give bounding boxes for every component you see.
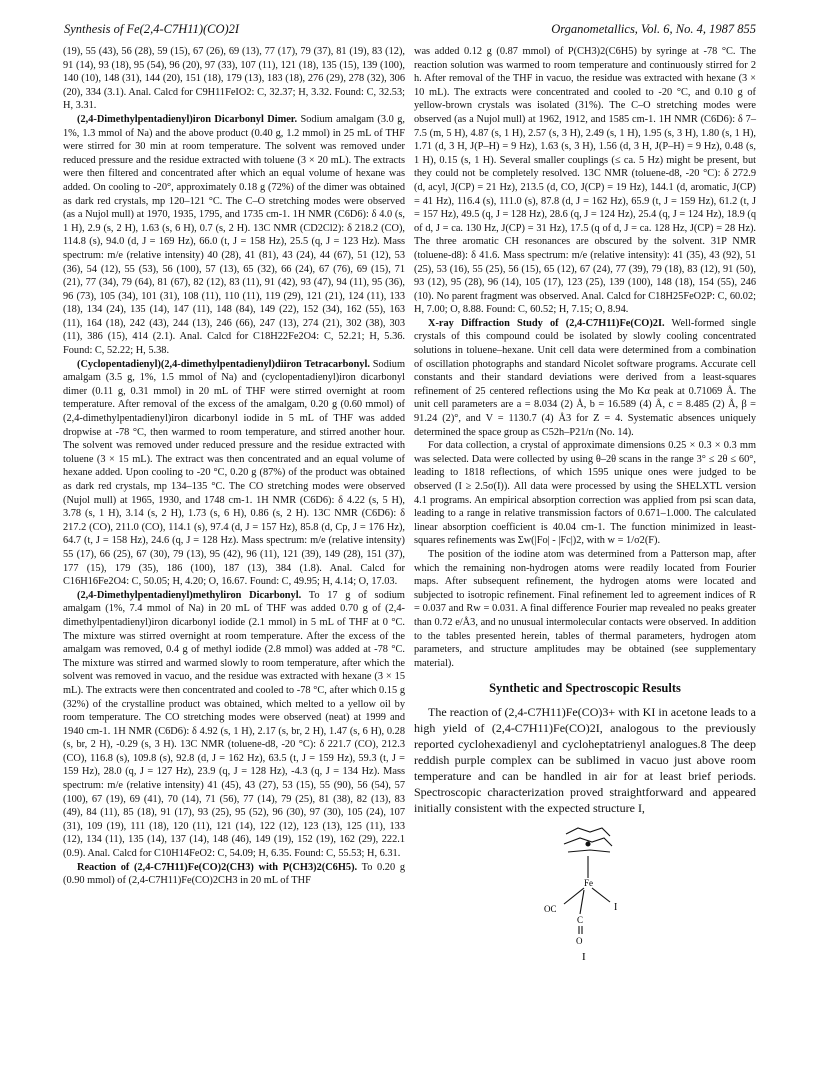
paragraph-body: Well-formed single crystals of this compound could be isolated by slowly cooling concentrated solutions in toluene–hexane. Unit cell data were determined from a combination of oscillation photographs and standard Nicolet software programs. Accurate cell constants and their standard deviations were derived from a least-squares refinement of 25 centered reflections using the Mo Kα peak at 0.71069 Å. The unit cell parameters are a = 8.034 (2) Å, b = 16.589 (4) Å, c = 8.485 (2) Å, β = 91.24 (2)°, and V = 1130.7 (4) Å3 for Z = 4. Systematic absences uniquely determined the space group as C52h–P21/n (No. 14).	[414, 317, 756, 438]
carbonyl-oxygen-label: O	[576, 935, 583, 946]
structure-drawing	[506, 822, 666, 962]
paragraph: The position of the iodine atom was determined from a Patterson map, after which the remaining non-hydrogen atoms were readily located from Fourier maps. After subsequent refinement, the hydrogen atoms were located and subjected to isotropic refinement. Final refinement led to agreement indices of R = 0.037 and Rw = 0.031. A final difference Fourier map revealed no peaks greater than 0.72 e/Å3, and no unusual intermolecular contacts were observed. In addition to the tables presented herein, tables of thermal parameters, hydrogen atom parameters, and structure amplitudes may be obtained (see supplementary material).	[414, 548, 756, 669]
paragraph-body: To 0.20 g (0.90 mmol) of (2,4-C7H11)Fe(CO)2CH3 in 20 mL of THF	[63, 861, 405, 887]
running-title: Synthesis of Fe(2,4-C7H11)(CO)2I	[64, 22, 240, 36]
paragraph: For data collection, a crystal of approximate dimensions 0.25 × 0.3 × 0.3 mm was selected. Data were collected by using θ–2θ scans in the range 3° ≤ 2θ ≤ 60°, leading to 1818 reflections, of which 1595 unique ones were judged to be observed (I ≥ 2.5σ(I)). All data were processed by using the SHELXTL version 4.1 programs. An empirical absorption correction was applied from psi scan data, leading to a range in relative transmission factors of 0.671–1.000. The calculated linear absorption coefficient is 40.04 cm-1. The function minimized in least-squares refinements was Σw(|Fo| - |Fc|)2, with w = 1/σ2(F).	[414, 440, 756, 547]
chemical-structure-figure	[414, 822, 756, 962]
right-column	[414, 45, 756, 962]
paragraph: was added 0.12 g (0.87 mmol) of P(CH3)2(C6H5) by syringe at -78 °C. The reaction solution was warmed to room temperature and continuously stirred for 2 h. After removal of the THF in vacuo, the residue was extracted with hexane (3 × 10 mL). The extracts were concentrated and cooled to -20 °C, and 0.10 g of yellow-brown crystals was isolated (31%). The C–O stretching modes were observed (as a Nujol mull) at 1962, 1912, and 1585 cm-1. 1H NMR (C6D6): δ 7–7.5 (m, 5 H), 4.87 (s, 1 H), 2.57 (s, 3 H), 2.49 (s, 1 H), 1.95 (s, 3 H), 1.80 (s, 1 H), 1.71 (d, 3 H, J(P–H) = 9 Hz), 1.63 (s, 3 H), 1.56 (d, 3 H, J(P–H) = 9 Hz), 0.48 (s, 1 H), 0.15 (s, 1 H). Several smaller couplings (≤ ca. 5 Hz) might be present, but they could not be completely resolved. 13C NMR (toluene-d8, -20 °C): δ 272.9 (d, acyl, J(CP) = 21 Hz), 213.5 (d, CO, J(CP) = 19 Hz), 144.1 (d, aromatic, J(CP) = 41 Hz), 116.4 (s), 111.0 (s), 87.8 (d, J = 162 Hz), 65.9 (t, J = 159 Hz), 61.2 (t, J = 157 Hz), 49.5 (q, J = 128 Hz), 28.6 (q, J = 124 Hz), 25.4 (q, J = 124 Hz), 18.9 (q of d, J = ca. 130 Hz, J(CP) = 31 Hz), 17.5 (q of d, J = ca. 128 Hz, J(CP) = 28 Hz). The three aromatic CH resonances are obscured by the solvent. 31P NMR (toluene-d8): δ 41.6. Mass spectrum: m/e (relative intensity): 41 (35), 43 (92), 51 (25), 53 (16), 55 (25), 56 (15), 65 (12), 67 (24), 77 (39), 79 (18), 83 (12), 91 (50), 93 (12), 95 (28), 96 (14), 105 (17), 123 (25), 139 (100), 148 (18), 154 (55), 246 (10). No parent fragment was observed. Anal. Calcd for C18H25FeO2P: C, 60.02; H, 7.00; O, 8.88. Found: C, 60.52; H, 7.15; O, 8.94.	[414, 46, 756, 316]
fe-co-bond	[564, 888, 584, 904]
carbonyl-carbon-label: C	[577, 914, 584, 925]
carbonyl-label: OC	[544, 903, 557, 914]
paragraph-heading: (2,4-Dimethylpentadienyl)methyliron Dicarbonyl.	[77, 589, 302, 601]
iodide-label: I	[614, 901, 618, 913]
paragraph	[414, 317, 756, 439]
dienyl-ligand-line	[568, 850, 610, 852]
fe-co-bond-2	[580, 890, 584, 914]
methyl-dot-marker	[586, 842, 590, 846]
left-column	[63, 45, 405, 888]
structure-number-label: I	[582, 950, 586, 962]
paragraph	[63, 113, 405, 358]
running-header	[0, 0, 820, 40]
journal-citation: Organometallics, Vol. 6, No. 4, 1987 855	[551, 22, 756, 36]
paragraph-heading: (Cyclopentadienyl)(2,4-dimethylpentadienyl)diiron Tetracarbonyl.	[77, 358, 370, 370]
paragraph	[63, 589, 405, 861]
paragraph: (19), 55 (43), 56 (28), 59 (15), 67 (26), 69 (13), 77 (17), 79 (37), 81 (19), 83 (12), 91 (14), 93 (18), 95 (54), 96 (20), 97 (33), 107 (11), 121 (18), 135 (15), 139 (100), 140 (10), 148 (31), 144 (20), 151 (18), 179 (13), 183 (18), 276 (29), 278 (32), 306 (20), 334 (3.1). Anal. Calcd for C9H11FeIO2: C, 32.37; H, 3.32. Found: C, 32.53; H, 3.31.	[63, 46, 405, 112]
paragraph-heading: (2,4-Dimethylpentadienyl)iron Dicarbonyl Dimer.	[77, 113, 298, 125]
paragraph-body: Sodium amalgam (3.5 g, 1%, 1.5 mmol of Na) and (cyclopentadienyl)iron dicarbonyl dimer (0.11 g, 0.31 mmol) in 20 mL of THF were stirred overnight at room temperature. After removal of the excess of the amalgam, 0.20 g (0.60 mmol) of (2,4-dimethylpentadienyl)iron dicarbonyl iodide in 5 mL of THF was added dropwise at -78 °C, then warmed to room temperature, and stirred another hour. The solvent was removed under reduced pressure and the residue extracted with toluene (3 × 15 mL). The extract was then concentrated and an equal volume of hexane added. Upon cooling to -20 °C, 0.20 g (87%) of the product was obtained as dark red crystals, mp 134–135 °C. The CO stretching modes were observed (Nujol mull) at 1965, 1930, and 1748 cm-1. 1H NMR (C6D6): δ 4.22 (s, 5 H), 3.78 (s, 1 H), 3.14 (s, 2 H), 1.73 (s, 6 H), 0.86 (s, 2 H). 13C NMR (C6D6): δ 217.2 (CO), 211.0 (CO), 114.1 (s), 97.4 (d, J = 157 Hz), 85.8 (d, Cp, J = 176 Hz), 64.7 (t, J = 158 Hz), 24.6 (q, J = 128 Hz). Mass spectrum: m/e (relative intensity) 55 (17), 66 (25), 67 (30), 79 (13), 95 (42), 96 (11), 121 (39), 149 (28), 151 (37), 177 (15), 179 (35), 186 (100), 187 (13), 384 (1.8). Anal. Calcd for C16H16Fe2O4: C, 50.05; H, 4.20; O, 16.67. Found: C, 49.95; H, 4.14; O, 17.03.	[63, 358, 405, 588]
paragraph: The reaction of (2,4-C7H11)Fe(CO)3+ with KI in acetone leads to a high yield of (2,4-C7H11)Fe(CO)2I, analogous to the previously reported cyclohexadienyl and cycloheptatrienyl analogues.8 The deep reddish purple complex can be sublimed in vacuo just above room temperature and can be handled in air for at least brief periods. Spectroscopic characterization proved straightforward and appeared initially consistent with the expected structure I,	[414, 704, 756, 815]
paragraph-body: To 17 g of sodium amalgam (1%, 7.4 mmol of Na) in 20 mL of THF was added 0.70 g of (2,4-dimethylpentadienyl)iron dicarbonyl iodide (2.1 mmol) in 5 mL of THF at 0 °C. The mixture was stirred overnight at room temperature. After the excess of the amalgam was removed, 0.4 g of methyl iodide (2.8 mmol) was added at -78 °C. The mixture was stirred and warmed slowly to room temperature, after which the solvent was removed in vacuo, and the residue was extracted with hexane (3 × 15 mL). The extracts were then concentrated and cooled to -78 °C, after which 0.15 g (32%) of the crystalline product was obtained, which melted to a yellow oil by room temperature. The CO stretching modes were observed (neat) at 1999 and 1940 cm-1. 1H NMR (C6D6): δ 4.92 (s, 1 H), 2.17 (s, br, 2 H), 1.47 (s, 6 H), 0.28 (s, br, 2 H), -0.29 (s, 3 H). 13C NMR (toluene-d8, -20 °C): δ 221.7 (CO), 212.3 (CO), 116.8 (s), 109.8 (s), 92.8 (d, J = 162 Hz), 63.5 (t, J = 159 Hz), 59.3 (t, J = 159 Hz), 28.0 (q, J = 127 Hz), 23.9 (q, J = 128 Hz), -4.3 (q, J = 134 Hz). Mass spectrum: m/e (relative intensity) 41 (45), 43 (27), 53 (15), 55 (90), 56 (54), 57 (100), 67 (19), 69 (41), 70 (14), 71 (56), 77 (14), 79 (25), 81 (38), 82 (13), 83 (49), 84 (11), 85 (18), 91 (17), 93 (25), 95 (52), 96 (30), 97 (30), 105 (24), 107 (31), 109 (19), 111 (18), 120 (11), 121 (14), 122 (12), 123 (13), 125 (11), 133 (12), 134 (11), 135 (14), 137 (14), 148 (46), 149 (19), 152 (19), 162 (29), 222.1 (0.9). Anal. Calcd for C10H14FeO2: C, 54.09; H, 6.35. Found: C, 55.53; H, 6.31.	[63, 589, 405, 860]
paragraph-heading: Reaction of (2,4-C7H11)Fe(CO)2(CH3) with P(CH3)2(C6H5).	[77, 861, 358, 873]
paragraph	[63, 358, 405, 589]
section-heading: Synthetic and Spectroscopic Results	[489, 681, 681, 696]
fe-label: Fe	[584, 877, 593, 888]
paragraph-heading: X-ray Diffraction Study of (2,4-C7H11)Fe(CO)2I.	[428, 317, 665, 329]
fe-iodide-bond	[592, 888, 610, 902]
dienyl-ligand-line	[566, 828, 610, 836]
paragraph-body: Sodium amalgam (3.0 g, 1%, 1.3 mmol of Na) and the above product (0.40 g, 1.2 mmol) in 25 mL of THF were stirred for 30 min at room temperature. The solvent was removed under reduced pressure and the residue extracted with toluene (3 × 20 mL). The extracts were then filtered and concentrated after which an equal volume of hexane was added. On cooling to -20°, approximately 0.18 g (72%) of the dimer was obtained as dark red crystals, mp 120–121 °C. The C–O stretching modes were observed (as a Nujol mull) at 1970, 1935, 1795, and 1735 cm-1. 1H NMR (C6D6): δ 4.0 (s, 1 H), 2.9 (s, 2 H), 1.63 (s, 6 H), 0.7 (s, 2 H). 13C NMR (CD2Cl2): δ 218.2 (CO), 114.8 (s), 94.0 (d, J = 169 Hz), 66.0 (t, J = 158 Hz), 25.5 (q, J = 123 Hz). Mass spectrum: m/e (relative intensity) 40 (28), 41 (81), 43 (24), 44 (67), 51 (12), 53 (36), 54 (12), 55 (53), 56 (100), 57 (13), 65 (32), 66 (24), 67 (76), 69 (15), 71 (21), 77 (34), 79 (64), 81 (67), 82 (12), 83 (11), 91 (42), 93 (47), 94 (11), 95 (36), 96 (73), 105 (34), 101 (31), 108 (11), 110 (11), 119 (29), 121 (21), 124 (11), 133 (18), 134 (24), 135 (14), 147 (11), 148 (84), 149 (22), 152 (34), 162 (55), 163 (11), 164 (18), 242 (43), 244 (13), 246 (66), 247 (13), 274 (21), 302 (38), 303 (11), 386 (15), 414 (2.1). Anal. Calcd for C18H22Fe2O4: C, 52.21; H, 5.36. Found: C, 52.22; H, 5.38.	[63, 113, 405, 357]
paragraph	[63, 861, 405, 888]
